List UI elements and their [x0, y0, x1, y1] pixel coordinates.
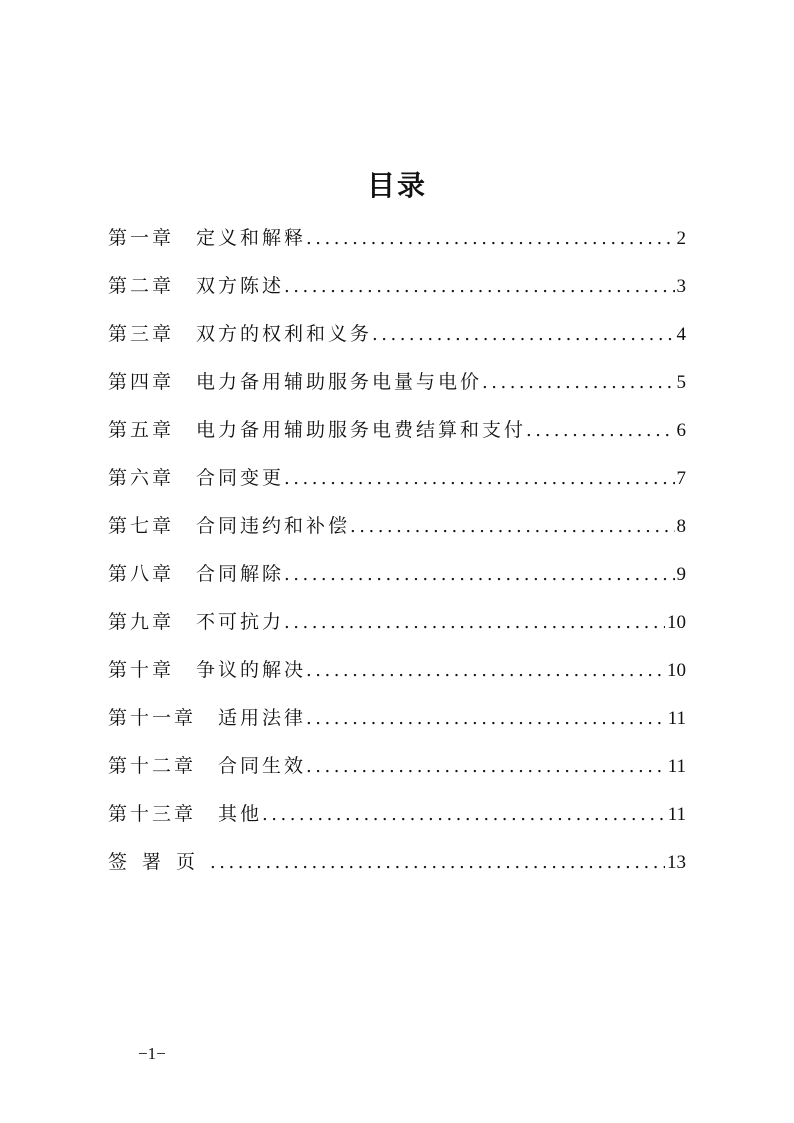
- dot-leader: [482, 363, 674, 403]
- chapter-number: 第八章: [108, 563, 175, 585]
- toc-entry-12[interactable]: [108, 746, 686, 794]
- page-number: 9: [676, 564, 686, 585]
- dot-leader: [210, 843, 665, 883]
- chapter-number: 第十三章: [108, 803, 197, 825]
- chapter-number: 第一章: [108, 227, 175, 249]
- chapter-number: 第三章: [108, 323, 175, 345]
- dot-leader: [372, 315, 674, 355]
- dot-leader: [306, 747, 666, 787]
- dot-leader: [526, 411, 674, 451]
- chapter-title: 双方陈述: [196, 275, 285, 297]
- page-number: 13: [667, 852, 686, 873]
- dot-leader: [306, 651, 665, 691]
- chapter-number: 第十一章: [108, 707, 197, 729]
- page-number: 11: [667, 804, 686, 825]
- chapter-title: 电力备用辅助服务电量与电价: [196, 371, 483, 393]
- signature-page-label: 签 署 页: [108, 851, 196, 873]
- table-of-contents: [108, 218, 686, 890]
- page-number: 5: [676, 372, 686, 393]
- page-number: 10: [667, 612, 686, 633]
- page-number: 4: [676, 324, 686, 345]
- chapter-title: 合同解除: [196, 563, 285, 585]
- toc-entry-5[interactable]: [108, 410, 686, 458]
- toc-entry-13[interactable]: [108, 794, 686, 842]
- chapter-number: 第五章: [108, 419, 175, 441]
- toc-entry-signature-page[interactable]: [108, 842, 686, 890]
- dot-leader: [284, 603, 665, 643]
- dot-leader: [350, 507, 674, 547]
- toc-entry-1[interactable]: [108, 218, 686, 266]
- chapter-number: 第十二章: [108, 755, 197, 777]
- toc-entry-11[interactable]: [108, 698, 686, 746]
- page-number: 2: [676, 228, 686, 249]
- page-title: 目录: [366, 169, 427, 202]
- toc-entry-3[interactable]: [108, 314, 686, 362]
- chapter-title: 定义和解释: [196, 227, 307, 249]
- toc-entry-7[interactable]: [108, 506, 686, 554]
- dot-leader: [306, 699, 666, 739]
- toc-entry-6[interactable]: [108, 458, 686, 506]
- page-number: 11: [667, 708, 686, 729]
- chapter-number: 第六章: [108, 467, 175, 489]
- chapter-number: 第四章: [108, 371, 175, 393]
- chapter-title: 争议的解决: [196, 659, 307, 681]
- chapter-title: 适用法律: [218, 707, 307, 729]
- page-number: 11: [667, 756, 686, 777]
- chapter-title: 合同生效: [218, 755, 307, 777]
- page-number: 7: [676, 468, 686, 489]
- chapter-title: 合同违约和补偿: [196, 515, 351, 537]
- toc-entry-9[interactable]: [108, 602, 686, 650]
- page-number: 10: [667, 660, 686, 681]
- dot-leader: [284, 459, 674, 499]
- chapter-title: 电力备用辅助服务电费结算和支付: [196, 419, 527, 441]
- chapter-number: 第九章: [108, 611, 175, 633]
- page-number: 8: [676, 516, 686, 537]
- dot-leader: [262, 795, 666, 835]
- chapter-title: 合同变更: [196, 467, 285, 489]
- chapter-title: 不可抗力: [196, 611, 285, 633]
- toc-entry-8[interactable]: [108, 554, 686, 602]
- chapter-title: 双方的权利和义务: [196, 323, 373, 345]
- dot-leader: [284, 267, 674, 307]
- chapter-number: 第二章: [108, 275, 175, 297]
- footer-page-number: −1−: [138, 1044, 166, 1063]
- toc-entry-10[interactable]: [108, 650, 686, 698]
- chapter-number: 第十章: [108, 659, 175, 681]
- chapter-number: 第七章: [108, 515, 175, 537]
- page-number: 6: [676, 420, 686, 441]
- toc-entry-4[interactable]: [108, 362, 686, 410]
- toc-entry-2[interactable]: [108, 266, 686, 314]
- dot-leader: [284, 555, 674, 595]
- chapter-title: 其他: [218, 803, 263, 825]
- dot-leader: [306, 219, 674, 259]
- page-number: 3: [676, 276, 686, 297]
